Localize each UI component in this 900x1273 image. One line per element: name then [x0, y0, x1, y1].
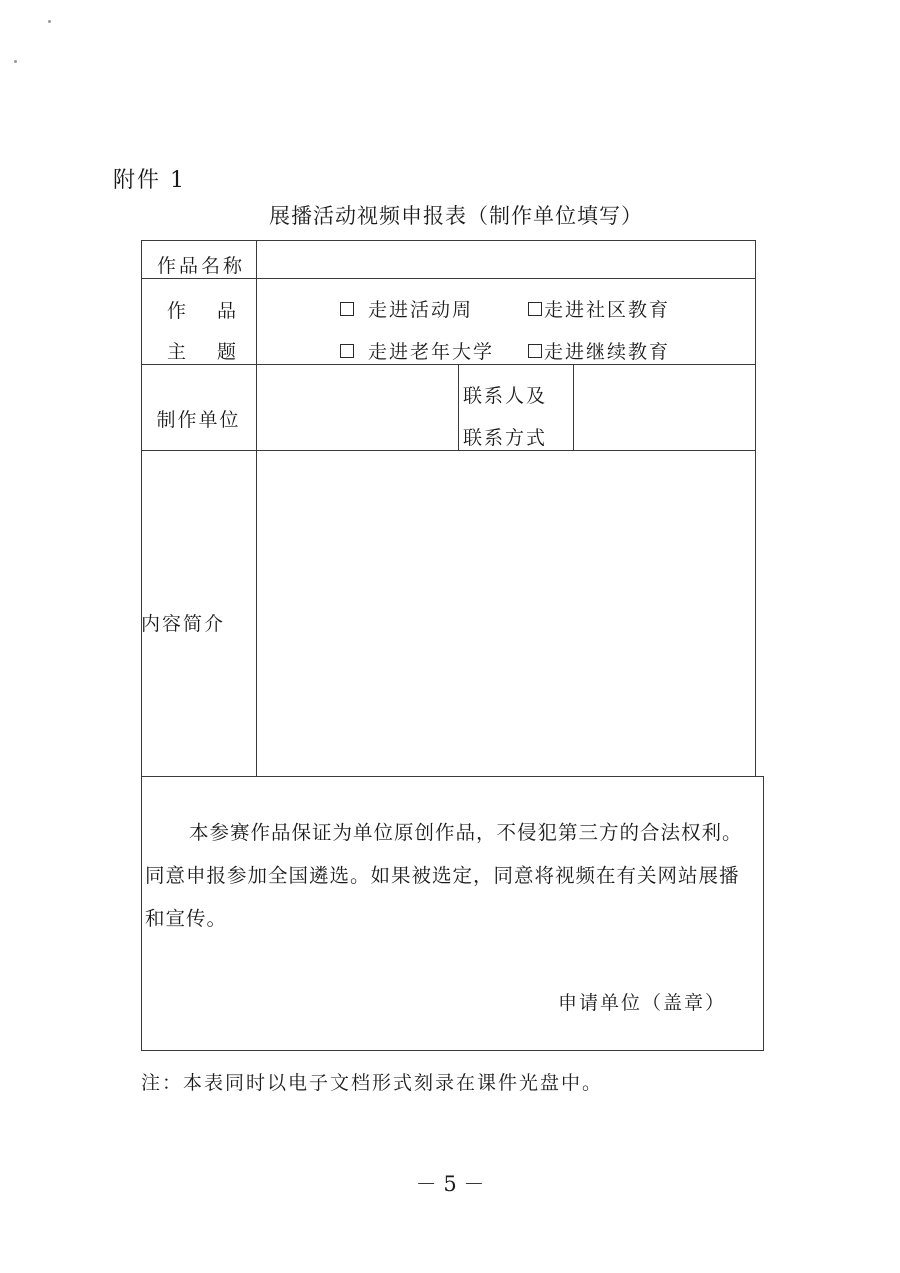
theme-option-senior-university[interactable]: 走进老年大学 [340, 337, 494, 364]
checkbox-icon[interactable] [340, 302, 354, 316]
work-name-field[interactable] [259, 242, 753, 277]
page-number: － 5 － [415, 1172, 485, 1196]
attachment-label: 附件 1 [113, 168, 186, 193]
contact-field[interactable] [576, 367, 753, 448]
checkbox-icon[interactable] [340, 344, 354, 358]
row-divider [141, 364, 755, 365]
application-form-table [141, 240, 761, 1050]
declaration-line-2: 同意申报参加全国遴选。如果被选定，同意将视频在有关网站展播 [145, 864, 740, 887]
form-title: 展播活动视频申报表（制作单位填写） [269, 204, 643, 228]
producer-field[interactable] [259, 367, 456, 448]
scan-speck [48, 20, 51, 23]
work-name-label: 作品名称 [157, 255, 246, 277]
table-border-top [141, 240, 755, 241]
footnote: 注：本表同时以电子文档形式刻录在课件光盘中。 [141, 1072, 604, 1094]
contact-label-line1: 联系人及 [463, 385, 548, 407]
declaration-line-3: 和宣传。 [145, 907, 228, 930]
summary-label: 内容简介 [141, 613, 226, 635]
theme-option-continuing-education[interactable]: 走进继续教育 [528, 337, 670, 364]
theme-label-line1: 作 品 [167, 300, 239, 322]
scan-speck [14, 60, 17, 63]
table-border-bottom [141, 1050, 764, 1051]
contact-label-line2: 联系方式 [463, 427, 548, 449]
producer-label: 制作单位 [156, 409, 241, 431]
label-column-divider [256, 240, 257, 776]
table-border-right-lower [763, 776, 764, 1050]
contact-column-divider [458, 364, 459, 450]
declaration-text [145, 811, 757, 940]
theme-option-community-education[interactable]: 走进社区教育 [528, 295, 670, 322]
row-divider [141, 278, 755, 279]
row-divider [141, 450, 755, 451]
declaration-line-1: 本参赛作品保证为单位原创作品，不侵犯第三方的合法权利。 [189, 821, 743, 844]
theme-option-activity-week[interactable]: 走进活动周 [340, 295, 473, 322]
table-border-left [141, 240, 142, 1050]
summary-field[interactable] [259, 453, 753, 774]
contact-value-divider [573, 364, 574, 450]
table-border-right-upper [755, 240, 756, 776]
theme-label-line2: 主 题 [167, 341, 239, 363]
row-divider [141, 776, 763, 777]
checkbox-icon[interactable] [528, 302, 542, 316]
applicant-seal-label: 申请单位（盖章） [558, 992, 727, 1014]
checkbox-icon[interactable] [528, 344, 542, 358]
